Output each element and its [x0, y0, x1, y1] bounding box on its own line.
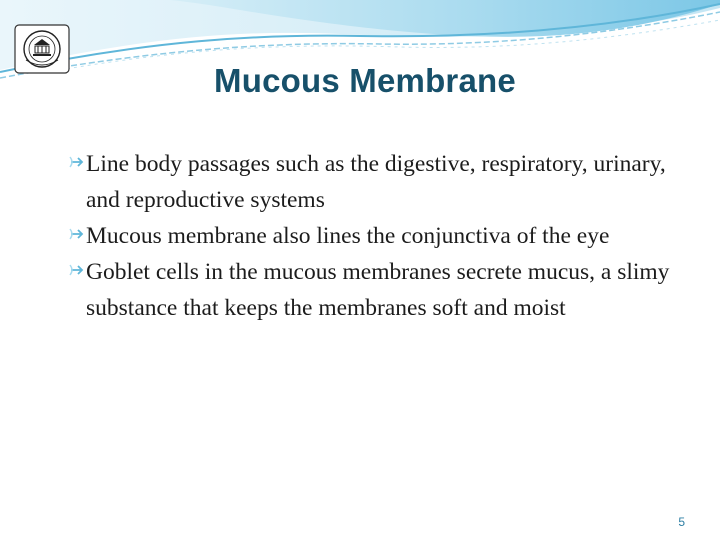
arrow-bullet-icon: [69, 225, 87, 243]
bullet-item: [70, 254, 690, 326]
page-number: 5: [678, 515, 685, 529]
arrow-bullet-icon: [69, 153, 87, 171]
bullet-item: [70, 218, 690, 254]
bullet-text: Line body passages such as the digestive, respiratory, urinary, and reproductive systems: [86, 151, 666, 213]
bullet-text: Mucous membrane also lines the conjunctiva of the eye: [86, 223, 610, 249]
arrow-bullet-icon: [69, 261, 87, 279]
bullet-text: Goblet cells in the mucous membranes secrete mucus, a slimy substance that keeps the membranes soft and moist: [86, 259, 670, 321]
bullet-list: [70, 146, 690, 326]
bullet-item: [70, 146, 690, 218]
slide-title: Mucous Membrane: [214, 62, 516, 99]
